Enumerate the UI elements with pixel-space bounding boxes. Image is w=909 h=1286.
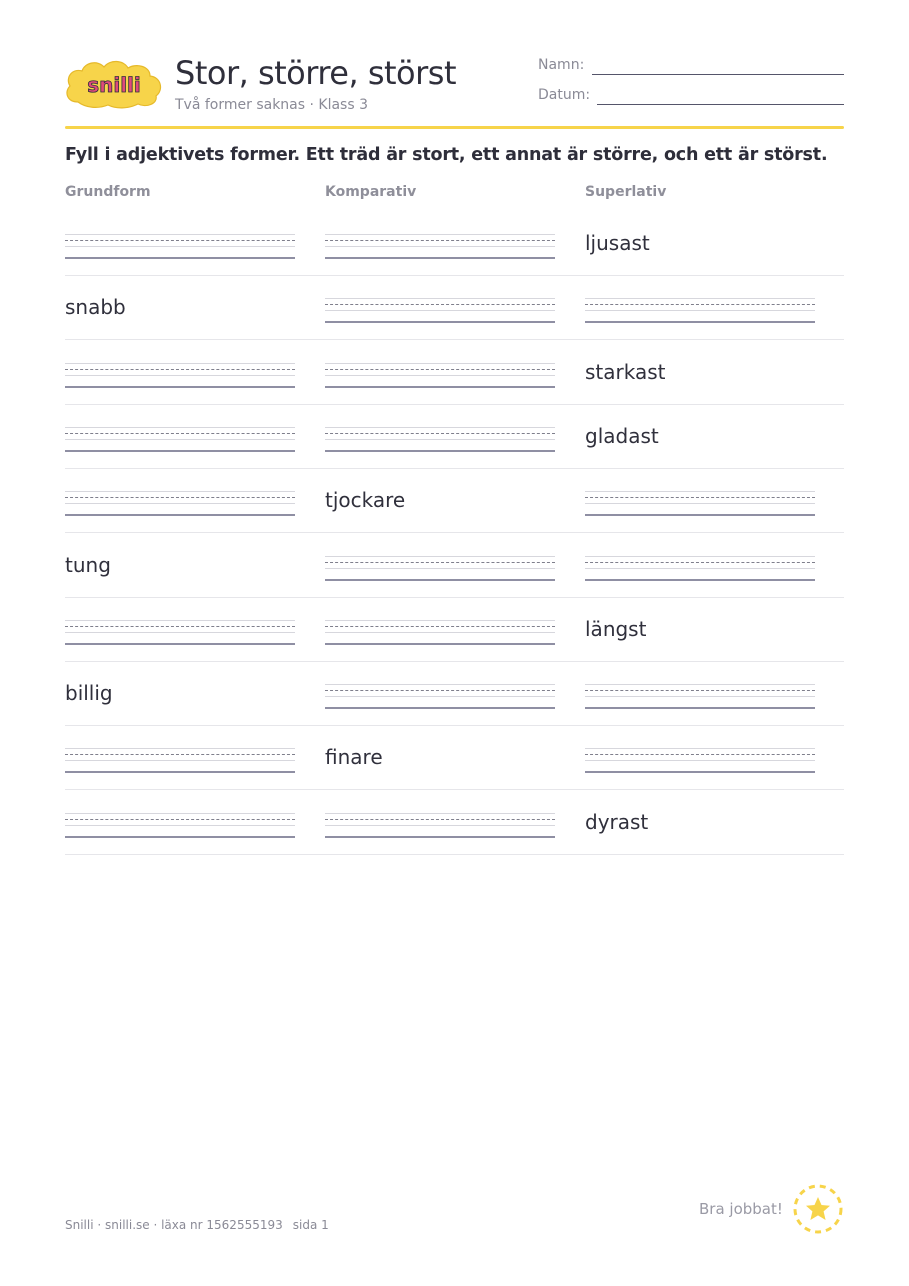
header-divider — [65, 126, 844, 129]
writing-guide-line — [585, 684, 815, 685]
writing-blank[interactable] — [65, 725, 295, 789]
writing-guide-line — [65, 754, 295, 755]
writing-guide-line — [585, 696, 815, 697]
table-row — [65, 661, 844, 726]
writing-guide-line — [65, 433, 295, 434]
name-field[interactable] — [538, 55, 844, 75]
writing-guide-line — [325, 626, 555, 627]
column-header-komparativ: Komparativ — [325, 184, 417, 200]
writing-guide-line — [585, 562, 815, 563]
cell-grundform[interactable] — [65, 597, 295, 661]
writing-guide-line — [65, 514, 295, 516]
writing-guide-line — [325, 321, 555, 323]
writing-guide-line — [65, 760, 295, 761]
given-word: längst — [585, 616, 647, 641]
writing-blank[interactable] — [325, 533, 555, 597]
given-word: ljusast — [585, 231, 650, 255]
writing-guide-line — [65, 632, 295, 633]
table-row — [65, 725, 844, 790]
writing-guide-line — [65, 363, 295, 364]
cell-superlativ — [585, 597, 815, 661]
given-word: gladast — [585, 423, 659, 448]
writing-blank[interactable] — [325, 404, 555, 468]
reward-text: Bra jobbat! — [699, 1200, 783, 1218]
logo-text: snilli — [87, 73, 141, 97]
writing-guide-line — [325, 819, 555, 820]
column-header-superlativ: Superlativ — [585, 184, 667, 200]
writing-guide-line — [65, 386, 295, 388]
instruction-text: Fyll i adjektivets former. Ett träd är stort, ett annat är större, och ett är störst. — [65, 145, 828, 165]
cell-superlativ[interactable] — [585, 725, 815, 789]
writing-guide-line — [65, 825, 295, 826]
column-header-grundform: Grundform — [65, 184, 151, 200]
footer — [65, 1218, 329, 1232]
cell-superlativ — [585, 404, 815, 468]
writing-guide-line — [585, 748, 815, 749]
writing-guide-line — [325, 363, 555, 364]
writing-guide-line — [585, 497, 815, 498]
writing-guide-line — [325, 246, 555, 247]
given-word: finare — [325, 745, 383, 770]
writing-guide-line — [65, 439, 295, 440]
writing-guide-line — [325, 568, 555, 569]
writing-guide-line — [325, 836, 555, 838]
cell-grundform — [65, 533, 295, 597]
cell-superlativ[interactable] — [585, 468, 815, 532]
writing-guide-line — [65, 257, 295, 259]
writing-guide-line — [325, 690, 555, 691]
writing-guide-line — [65, 771, 295, 773]
writing-guide-line — [325, 234, 555, 235]
cell-superlativ — [585, 211, 815, 275]
cell-superlativ — [585, 340, 815, 404]
writing-guide-line — [65, 427, 295, 428]
writing-blank[interactable] — [585, 533, 815, 597]
writing-guide-line — [65, 491, 295, 492]
date-label: Datum: — [538, 87, 591, 103]
cell-grundform[interactable] — [65, 790, 295, 854]
writing-blank[interactable] — [325, 211, 555, 275]
writing-guide-line — [325, 427, 555, 428]
cell-komparativ[interactable] — [325, 661, 555, 725]
cell-grundform[interactable] — [65, 211, 295, 275]
cell-superlativ — [585, 790, 815, 854]
given-word: starkast — [585, 359, 666, 384]
table-row — [65, 404, 844, 469]
footer-text: Snilli · snilli.se · läxa nr 1562555193 — [65, 1218, 283, 1232]
cell-superlativ[interactable] — [585, 533, 815, 597]
table-row — [65, 340, 844, 405]
cell-komparativ[interactable] — [325, 211, 555, 275]
writing-guide-line — [585, 503, 815, 504]
writing-blank[interactable] — [65, 211, 295, 275]
writing-guide-line — [325, 439, 555, 440]
writing-guide-line — [325, 375, 555, 376]
cell-komparativ[interactable] — [325, 340, 555, 404]
writing-guide-line — [585, 754, 815, 755]
table-row — [65, 790, 844, 855]
cell-grundform — [65, 275, 295, 339]
writing-guide-line — [585, 304, 815, 305]
writing-guide-line — [585, 568, 815, 569]
name-label: Namn: — [538, 57, 585, 73]
writing-guide-line — [325, 310, 555, 311]
table-row — [65, 533, 844, 598]
writing-blank[interactable] — [585, 725, 815, 789]
writing-guide-line — [65, 246, 295, 247]
writing-blank[interactable] — [65, 340, 295, 404]
given-word: dyrast — [585, 809, 649, 834]
cell-komparativ — [325, 725, 555, 789]
given-word: snabb — [65, 295, 126, 320]
cell-komparativ[interactable] — [325, 404, 555, 468]
writing-guide-line — [585, 514, 815, 516]
writing-guide-line — [65, 748, 295, 749]
name-line[interactable] — [592, 74, 844, 76]
writing-guide-line — [585, 690, 815, 691]
writing-guide-line — [585, 556, 815, 557]
given-word: tung — [65, 552, 111, 577]
date-line[interactable] — [597, 104, 844, 106]
table-row — [65, 468, 844, 533]
cell-grundform — [65, 661, 295, 725]
writing-blank[interactable] — [325, 275, 555, 339]
writing-guide-line — [325, 813, 555, 814]
footer-page: sida 1 — [292, 1218, 329, 1232]
writing-blank[interactable] — [585, 661, 815, 725]
writing-guide-line — [325, 298, 555, 299]
writing-guide-line — [65, 234, 295, 235]
writing-guide-line — [325, 369, 555, 370]
writing-blank[interactable] — [65, 404, 295, 468]
cell-komparativ[interactable] — [325, 275, 555, 339]
writing-guide-line — [325, 386, 555, 388]
cell-komparativ[interactable] — [325, 597, 555, 661]
writing-guide-line — [325, 304, 555, 305]
writing-blank[interactable] — [325, 340, 555, 404]
writing-guide-line — [65, 497, 295, 498]
writing-guide-line — [585, 298, 815, 299]
cell-grundform[interactable] — [65, 340, 295, 404]
writing-blank[interactable] — [325, 597, 555, 661]
writing-guide-line — [585, 771, 815, 773]
writing-guide-line — [65, 819, 295, 820]
cell-komparativ[interactable] — [325, 533, 555, 597]
writing-guide-line — [325, 433, 555, 434]
writing-guide-line — [585, 491, 815, 492]
page-title: Stor, större, störst — [175, 54, 456, 92]
writing-guide-line — [325, 632, 555, 633]
given-word: tjockare — [325, 488, 406, 513]
writing-guide-line — [65, 450, 295, 452]
writing-guide-line — [65, 503, 295, 504]
page-subtitle: Två former saknas · Klass 3 — [175, 97, 368, 113]
writing-blank[interactable] — [585, 468, 815, 532]
table-row — [65, 211, 844, 276]
writing-guide-line — [585, 579, 815, 581]
cell-grundform[interactable] — [65, 404, 295, 468]
writing-guide-line — [65, 836, 295, 838]
writing-blank[interactable] — [585, 275, 815, 339]
writing-guide-line — [325, 257, 555, 259]
writing-guide-line — [65, 813, 295, 814]
writing-guide-line — [325, 240, 555, 241]
cell-grundform[interactable] — [65, 468, 295, 532]
table-row — [65, 275, 844, 340]
writing-guide-line — [585, 310, 815, 311]
cell-grundform[interactable] — [65, 725, 295, 789]
writing-guide-line — [325, 620, 555, 621]
writing-guide-line — [65, 643, 295, 645]
writing-guide-line — [325, 696, 555, 697]
writing-guide-line — [325, 643, 555, 645]
writing-guide-line — [65, 626, 295, 627]
snilli-logo — [64, 58, 164, 110]
writing-guide-line — [325, 450, 555, 452]
writing-blank[interactable] — [325, 661, 555, 725]
writing-blank[interactable] — [65, 468, 295, 532]
cell-superlativ[interactable] — [585, 661, 815, 725]
writing-guide-line — [65, 240, 295, 241]
writing-blank[interactable] — [65, 597, 295, 661]
writing-guide-line — [325, 562, 555, 563]
given-word: billig — [65, 681, 113, 706]
table-row — [65, 597, 844, 662]
writing-guide-line — [65, 369, 295, 370]
writing-blank[interactable] — [65, 790, 295, 854]
cell-komparativ[interactable] — [325, 790, 555, 854]
writing-guide-line — [585, 707, 815, 709]
writing-guide-line — [325, 579, 555, 581]
writing-guide-line — [325, 707, 555, 709]
star-icon — [792, 1183, 844, 1235]
writing-guide-line — [585, 760, 815, 761]
writing-guide-line — [325, 825, 555, 826]
cell-superlativ[interactable] — [585, 275, 815, 339]
writing-guide-line — [65, 375, 295, 376]
writing-guide-line — [585, 321, 815, 323]
cell-komparativ — [325, 468, 555, 532]
writing-guide-line — [65, 620, 295, 621]
date-field[interactable] — [538, 85, 844, 105]
writing-guide-line — [325, 684, 555, 685]
writing-blank[interactable] — [325, 790, 555, 854]
writing-guide-line — [325, 556, 555, 557]
